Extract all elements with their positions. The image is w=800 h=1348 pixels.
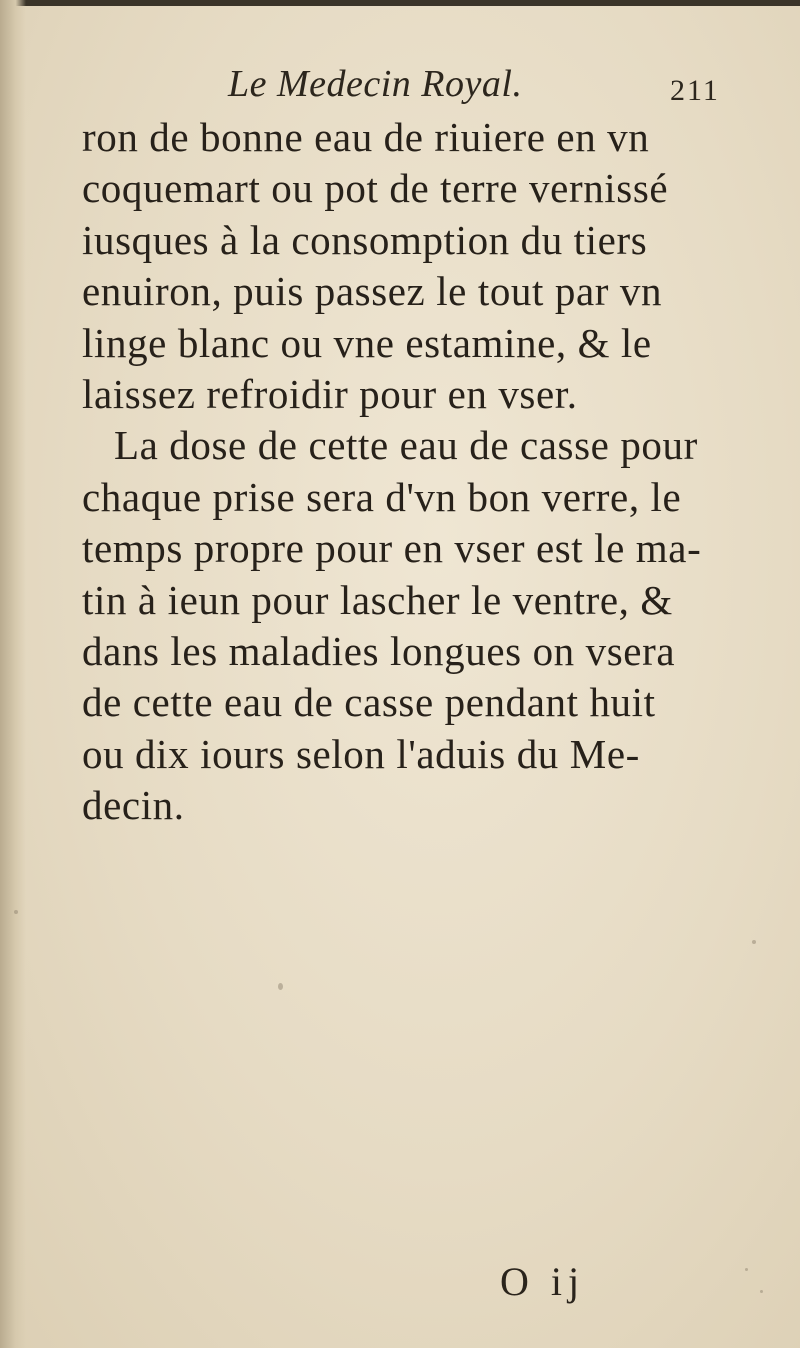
text-line: de cette eau de casse pendant huit <box>82 679 656 726</box>
text-line: decin. <box>82 782 185 829</box>
paper-speck <box>14 910 18 914</box>
paper-speck <box>752 940 756 944</box>
text-line: iusques à la consomption du tiers <box>82 216 648 263</box>
page-top-edge <box>0 0 800 6</box>
text-line: ou dix iours selon l'aduis du Me- <box>82 730 640 777</box>
text-line: coquemart ou pot de terre vernissé <box>82 165 669 212</box>
text-line: dans les maladies longues on vsera <box>82 627 676 674</box>
text-line: linge blanc ou vne estamine, & le <box>82 319 652 366</box>
paper-speck <box>760 1290 763 1293</box>
text-line-paragraph-start: La dose de cette eau de casse pour <box>114 422 698 469</box>
body-text <box>82 112 732 831</box>
text-line: temps propre pour en vser est le ma- <box>82 525 702 572</box>
running-head: Le Medecin Royal. <box>228 63 523 105</box>
binding-gutter-shadow <box>0 0 26 1348</box>
text-line: laissez refroidir pour en vser. <box>82 370 578 417</box>
text-line: chaque prise sera d'vn bon verre, le <box>82 473 682 520</box>
text-line: enuiron, puis passez le tout par vn <box>82 268 663 315</box>
paper-speck <box>278 983 283 990</box>
text-line: tin à ieun pour lascher le ventre, & <box>82 576 673 623</box>
text-line: ron de bonne eau de riuiere en vn <box>82 114 650 160</box>
page-number: 211 <box>670 74 720 107</box>
signature-mark: O ij <box>500 1259 586 1304</box>
paper-speck <box>745 1268 748 1271</box>
